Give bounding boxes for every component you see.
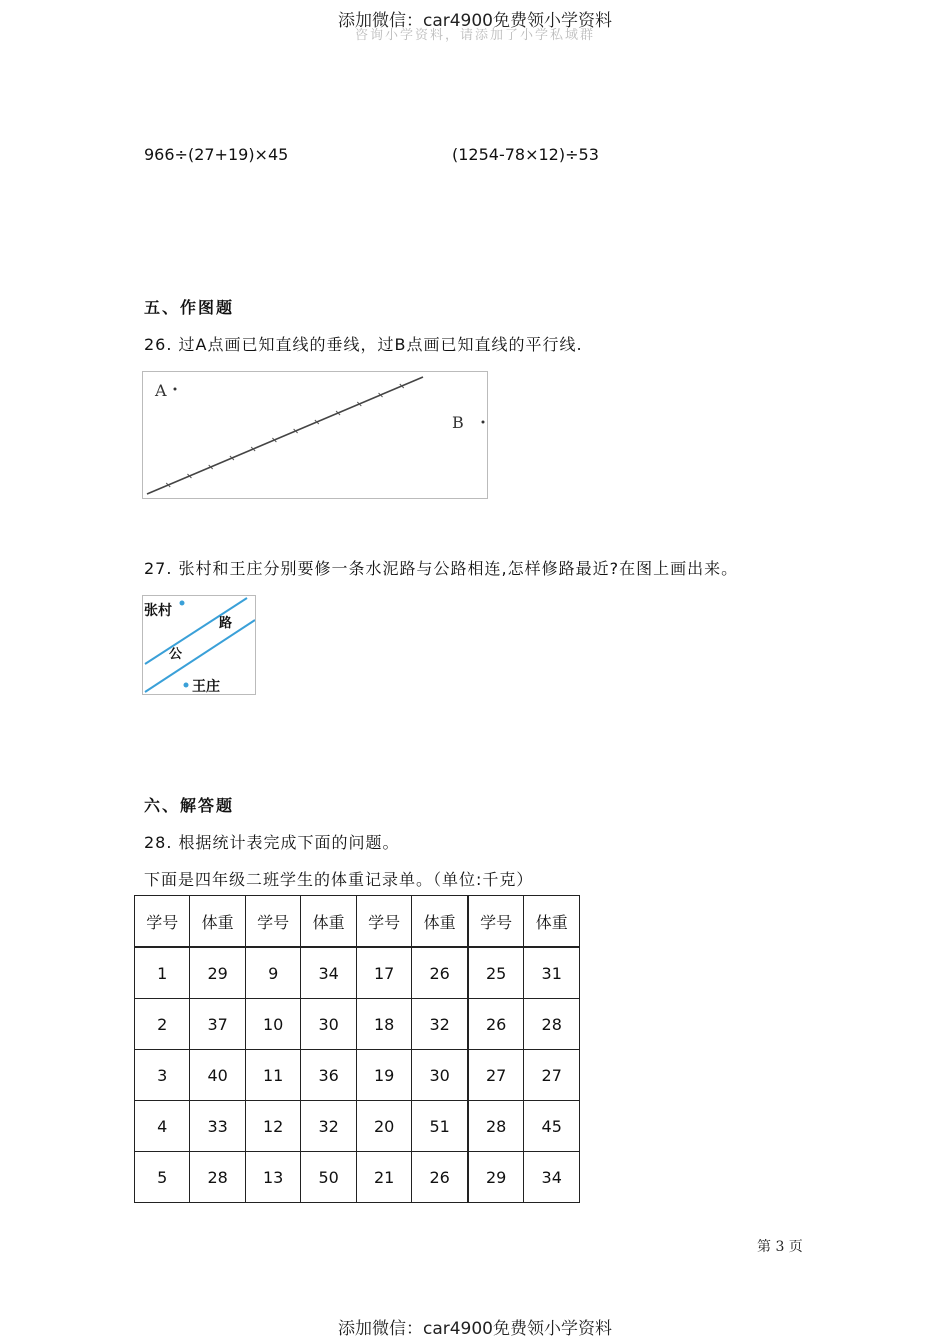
table-cell: 34 — [301, 947, 357, 999]
table-cell: 18 — [356, 999, 412, 1050]
table-cell: 1 — [135, 947, 190, 999]
table-cell: 28 — [190, 1152, 246, 1203]
figure-27-svg — [143, 596, 255, 694]
table-cell: 31 — [524, 947, 580, 999]
table-cell: 11 — [245, 1050, 301, 1101]
table-cell: 25 — [468, 947, 524, 999]
table-cell: 34 — [524, 1152, 580, 1203]
section-6-title: 六、解答题 — [144, 796, 235, 815]
village-wangzhuang: 王庄 — [192, 679, 220, 694]
point-b — [482, 421, 485, 424]
table-cell: 28 — [468, 1101, 524, 1152]
table-row — [135, 1101, 580, 1152]
table-cell: 26 — [412, 1152, 468, 1203]
table-header: 学号 — [245, 896, 301, 948]
zhangcun-point — [180, 601, 185, 606]
table-cell: 20 — [356, 1101, 412, 1152]
table-cell: 32 — [412, 999, 468, 1050]
road-label-lu: 路 — [219, 616, 233, 631]
table-row — [135, 1050, 580, 1101]
wangzhuang-point — [184, 683, 189, 688]
table-header: 学号 — [135, 896, 190, 948]
table-cell: 26 — [468, 999, 524, 1050]
section-5-title: 五、作图题 — [144, 298, 235, 317]
table-cell: 10 — [245, 999, 301, 1050]
table-cell: 36 — [301, 1050, 357, 1101]
question-28-description: 下面是四年级二班学生的体重记录单。（单位:千克） — [144, 870, 534, 889]
table-cell: 29 — [468, 1152, 524, 1203]
question-27: 27. 张村和王庄分别要修一条水泥路与公路相连,怎样修路最近?在图上画出来。 — [144, 559, 739, 578]
table-cell: 21 — [356, 1152, 412, 1203]
table-cell: 9 — [245, 947, 301, 999]
table-cell: 17 — [356, 947, 412, 999]
table-cell: 5 — [135, 1152, 190, 1203]
figure-26 — [142, 371, 488, 499]
figure-26-svg — [143, 372, 487, 498]
table-cell: 40 — [190, 1050, 246, 1101]
table-cell: 28 — [524, 999, 580, 1050]
table-cell: 13 — [245, 1152, 301, 1203]
table-cell: 51 — [412, 1101, 468, 1152]
table-cell: 2 — [135, 999, 190, 1050]
question-28: 28. 根据统计表完成下面的问题。 — [144, 833, 400, 852]
village-zhangcun: 张村 — [144, 603, 172, 619]
expression-right: (1254-78×12)÷53 — [452, 145, 599, 164]
point-a — [174, 388, 177, 391]
table-cell: 26 — [412, 947, 468, 999]
page-number: 第 3 页 — [757, 1239, 803, 1255]
table-cell: 30 — [412, 1050, 468, 1101]
point-a-label: A — [155, 381, 167, 400]
expression-left: 966÷(27+19)×45 — [144, 145, 289, 164]
question-26: 26. 过A点画已知直线的垂线，过B点画已知直线的平行线. — [144, 335, 583, 354]
weight-table — [134, 895, 580, 1203]
figure-27 — [142, 595, 256, 695]
point-b-label: B — [452, 413, 464, 432]
table-cell: 29 — [190, 947, 246, 999]
table-header: 学号 — [356, 896, 412, 948]
top-banner: 添加微信：car4900免费领小学资料 — [337, 11, 613, 31]
table-header: 体重 — [301, 896, 357, 948]
table-cell: 45 — [524, 1101, 580, 1152]
table-cell: 19 — [356, 1050, 412, 1101]
table-cell: 37 — [190, 999, 246, 1050]
bottom-banner: 添加微信：car4900免费领小学资料 — [337, 1319, 613, 1339]
table-header: 体重 — [412, 896, 468, 948]
road-label-gong: 公 — [169, 647, 183, 662]
table-cell: 4 — [135, 1101, 190, 1152]
table-row — [135, 999, 580, 1050]
given-line — [147, 377, 423, 494]
table-cell: 27 — [468, 1050, 524, 1101]
table-cell: 30 — [301, 999, 357, 1050]
table-header: 学号 — [468, 896, 524, 948]
faint-banner: 咨询小学资料，请添加了小学私域群 — [354, 28, 595, 43]
table-cell: 27 — [524, 1050, 580, 1101]
table-header: 体重 — [524, 896, 580, 948]
table-cell: 50 — [301, 1152, 357, 1203]
table-header-row — [135, 896, 580, 948]
table-header: 体重 — [190, 896, 246, 948]
table-cell: 3 — [135, 1050, 190, 1101]
table-row — [135, 947, 580, 999]
table-cell: 32 — [301, 1101, 357, 1152]
table-cell: 33 — [190, 1101, 246, 1152]
table-cell: 12 — [245, 1101, 301, 1152]
table-row — [135, 1152, 580, 1203]
